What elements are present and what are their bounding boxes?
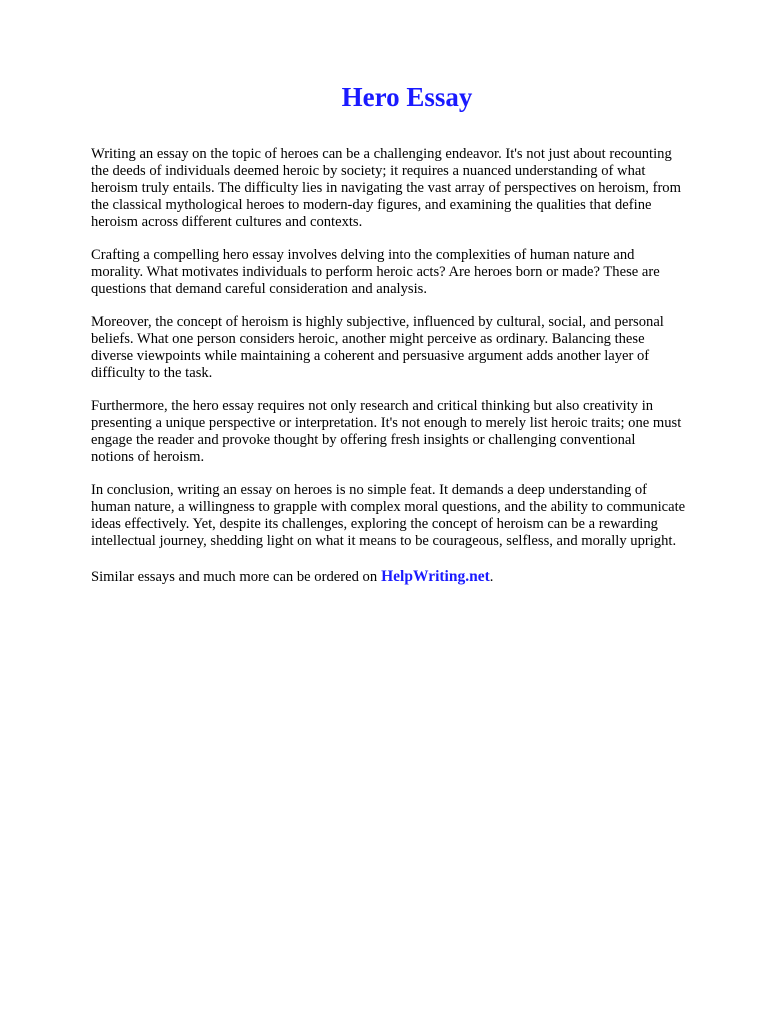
text-line: ideas effectively. Yet, despite its challenges, exploring the concept of heroism can be a rewarding: [91, 516, 658, 532]
text-line: the classical mythological heroes to modern-day figures, and examining the qualities that define: [91, 197, 652, 213]
text-line: Moreover, the concept of heroism is highly subjective, influenced by cultural, social, and personal: [91, 314, 664, 330]
text-line: heroism across different cultures and contexts.: [91, 214, 363, 230]
essay-body: [91, 146, 731, 588]
text-line: questions that demand careful consideration and analysis.: [91, 281, 427, 297]
text-line: the deeds of individuals deemed heroic by society; it requires a nuanced understanding of what: [91, 163, 646, 179]
text-line: presenting a unique perspective or interpretation. It's not enough to merely list heroic traits; one must: [91, 415, 682, 431]
text-line: notions of heroism.: [91, 449, 205, 465]
closing-suffix: .: [489, 569, 494, 585]
text-line: Crafting a compelling hero essay involves delving into the complexities of human nature and: [91, 247, 635, 263]
text-line: difficulty to the task.: [91, 365, 213, 381]
text-line: diverse viewpoints while maintaining a coherent and persuasive argument adds another layer of: [91, 348, 650, 364]
text-line: In conclusion, writing an essay on heroes is no simple feat. It demands a deep understanding of: [91, 482, 648, 498]
text-line: engage the reader and provoke thought by offering fresh insights or challenging conventional: [91, 432, 636, 448]
paragraph-2: [91, 247, 731, 298]
text-line: beliefs. What one person considers heroic, another might perceive as ordinary. Balancing these: [91, 331, 645, 347]
text-line: Writing an essay on the topic of heroes can be a challenging endeavor. It's not just about recounting: [91, 146, 672, 162]
text-line: intellectual journey, shedding light on what it means to be courageous, selfless, and morally upright.: [91, 533, 677, 549]
paragraph-5: [91, 482, 731, 550]
helpwriting-link[interactable]: HelpWriting.net: [381, 568, 490, 585]
text-line: morality. What motivates individuals to perform heroic acts? Are heroes born or made? These are: [91, 264, 660, 280]
closing-line: [91, 566, 731, 588]
paragraph-4: [91, 398, 731, 466]
text-line: heroism truly entails. The difficulty lies in navigating the vast array of perspectives on heroism, from: [91, 180, 681, 196]
closing-text: Similar essays and much more can be ordered on: [91, 569, 378, 585]
paragraph-1: [91, 146, 731, 231]
text-line: Furthermore, the hero essay requires not only research and critical thinking but also creativity in: [91, 398, 654, 414]
page-title: Hero Essay: [341, 82, 473, 112]
paragraph-3: [91, 314, 731, 382]
text-line: human nature, a willingness to grapple with complex moral questions, and the ability to communicate: [91, 499, 686, 515]
